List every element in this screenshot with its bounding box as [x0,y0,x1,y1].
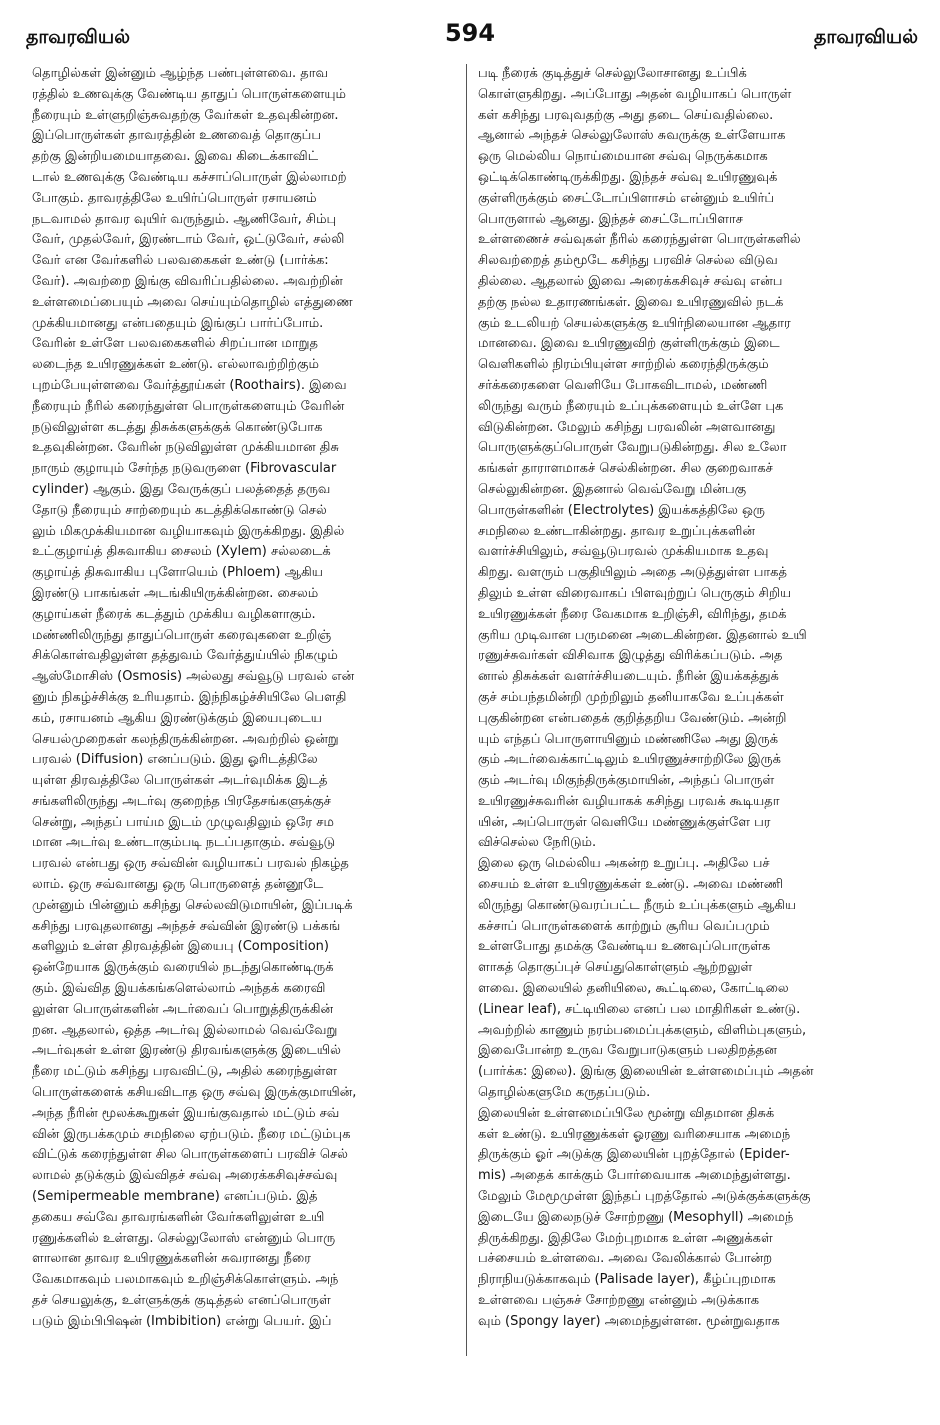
text-line: கங்கள் தாராளமாகச் செல்கின்றன. சில குறைவாகச் [478,461,773,477]
text-line: யுள்ள திரவத்திலே பொருள்கள் அடர்வுமிக்க இடத் [32,773,328,789]
text-line: வளர்ச்சியிலும், சவ்வூடுபரவல் முக்கியமாக உதவு [478,544,769,560]
text-line: இரண்டு பாகங்கள் அடங்கியிருக்கின்றன. சைலம் [32,585,319,601]
text-line: உள்ளவை பஞ்சுச் சோற்றணு என்னும் அடுக்காக [478,1293,760,1309]
text-line: மான அடர்வு உண்டாகும்படி நடப்பதாகும். சவ்வூடு [32,835,336,851]
text-line: னும் நிகழ்ச்சிக்கு உரியதாம். இந்நிகழ்ச்சியிலே பௌதி [32,689,347,705]
text-line: (Semipermeable membrane) எனப்படும். இத் [32,1189,318,1205]
text-line: உயிரணுச்சுவரின் வழியாகக் கசிந்து பரவக் கூடியதா [478,793,780,809]
text-line: கசிந்து பரவுதலானது அந்தச் சவ்வின் இரண்டு பக்கங் [32,918,341,934]
text-line: உள்ளமைப்பையும் அவை செய்யும்தொழில் எத்துணை [32,294,353,310]
text-line: லிருந்து வரும் நீரையும் உப்புக்களையும் உள்ளே புக [478,398,784,414]
text-line: இடையே இலைநடுச் சோற்றணு (Mesophyll) அமைந் [478,1209,794,1225]
text-line: mis) அதைக் காக்கும் போர்வையாக அமைந்துள்ளது. [478,1168,791,1184]
text-line: (பார்க்க: இலை). இங்கு இலையின் உள்ளமைப்பும் அதன் [478,1064,814,1080]
page-number: 594 [444,19,496,47]
text-line: தற்கு இன்றியமையாதவை. இவை கிடைக்காவிட் [32,149,319,165]
text-line: அந்த நீரின் மூலக்கூறுகள் இயங்குவதால் மட்டும் சவ் [32,1105,340,1121]
text-line: தோடு நீரையும் சாற்றையும் கடத்திக்கொண்டு செல் [32,502,327,518]
text-line: உள்ளணைச் சவ்வுகள் நீரில் கரைந்துள்ள பொருள்களில் [478,232,801,248]
text-line: நிராநியடுக்காகவும் (Palisade layer), கீழ்ப்புறமாக [478,1272,776,1288]
text-line: ளாலான தாவர உயிரணுக்களின் சுவரானது நீரை [32,1251,312,1267]
text-line: ஒன்றேயாக இருக்கும் வரையில் நடந்துகொண்டிருக் [32,960,334,976]
text-line: தொழில்களுமே கருதப்படும். [478,1085,651,1101]
text-line: ஒரு மெல்லிய நொய்மையான சவ்வு நெருக்கமாக [478,149,768,165]
text-line: சமநிலை உண்டாகின்றது. தாவர உறுப்புக்களின் [478,523,755,539]
text-line: (Linear leaf), சட்டியிலை எனப் பல மாதிரிகள் உண்டு. [478,1001,801,1017]
text-line: லாம். ஒரு சவ்வானது ஒரு பொருளைத் தன்னூடே [32,877,324,893]
text-line: குச் சம்பந்தமின்றி முற்றிலும் தனியாகவே உப்புக்கள் [478,689,784,705]
text-line: புறம்பேயுள்ளவை வேர்த்தூய்கள் (Roothairs). இவை [32,377,347,393]
text-line: லிருந்து கொண்டுவரப்பட்ட நீரும் உப்புக்களும் ஆகிய [478,897,797,913]
text-line: லும் மிகமுக்கியமான வழியாகவும் இருக்கிறது. இதில் [32,523,345,539]
text-line: உள்ளபோது தமக்கு வேண்டிய உணவுப்பொருள்க [478,939,771,955]
text-line: புகுகின்றன என்பதைக் குறித்தறிய வேண்டும். அன்றி [478,710,787,726]
text-line: கும் அடர்வு மிகுந்திருக்குமாயின், அந்தப் பொருள் [478,773,775,789]
text-line: நடவாமல் தாவர வுயிர் வருந்தும். ஆணிவேர், சிம்பு [32,211,337,227]
text-line: வேர் என வேர்களில் பலவகைகள் உண்டு (பார்க்க: [32,253,329,269]
text-line: இப்பொருள்கள் தாவரத்தின் உணவைத் தொகுப்ப [32,128,322,144]
text-line: சிக்கொள்வதிலுள்ள தத்துவம் வேர்த்துய்யில் நிகழும் [32,648,338,664]
text-line: டால் உணவுக்கு வேண்டிய கச்சாப்பொருள் இல்லாமற் [32,169,347,185]
text-line: கொள்ளுகிறது. அப்போது அதன் வழியாகப் பொருள் [478,86,792,102]
text-line: விடுகின்றன. மேலும் கசிந்து பரவலின் அளவானது [478,419,776,435]
text-line: கும் உடலியற் செயல்களுக்கு உயிர்நிலையான ஆதார [478,315,791,331]
left-text-column [32,64,464,1404]
text-line: குழாய்த் திசுவாகிய புளோயெம் (Phloem) ஆகிய [32,565,323,581]
text-line: திருக்கும் ஓர் அடுக்கு இலையின் புறத்தோல் (Epider- [478,1147,790,1163]
text-line: திருக்கிறது. இதிலே மேற்புறமாக உள்ள அணுக்கள் [478,1230,773,1246]
text-line: வும் (Spongy layer) அமைந்துள்ளன. மூன்றுவதாக [478,1313,780,1329]
text-line: ரத்தில் உணவுக்கு வேண்டிய தாதுப் பொருள்களையும் [32,86,346,102]
text-line: போகும். தாவரத்திலே உயிர்ப்பொருள் ரசாயனம் [32,190,317,206]
text-line: அவற்றில் காணும் நரம்பமைப்புக்களும், விளிம்புகளும், [478,1022,807,1038]
text-line: கும். இவ்வித இயக்கங்களெல்லாம் அந்தக் கரைவி [32,981,326,997]
text-line: பரவல் என்பது ஒரு சவ்வின் வழியாகப் பரவல் நிகழ்த [32,856,349,872]
text-line: வேர், முதல்வேர், இரண்டாம் வேர், ஒட்டுவேர், சல்லி [32,232,345,248]
text-line: தொழில்கள் இன்னும் ஆழ்ந்த பண்புள்ளவை. தாவ [32,66,328,81]
text-line: உதவுகின்றன. வேரின் நடுவிலுள்ள முக்கியமான திசு [32,440,339,456]
text-line: லடைந்த உயிரணுக்கள் உண்டு. எல்லாவற்றிற்கும் [32,357,319,373]
text-line: முக்கியமானது என்பதையும் இங்குப் பார்ப்போம். [32,315,324,331]
text-line: ளாகத் தொகுப்புச் செய்துகொள்ளும் ஆற்றலுள் [478,960,753,976]
text-line: வேகமாகவும் பலமாகவும் உறிஞ்சிக்கொள்ளும். அந் [32,1272,339,1288]
text-line: பொருளால் ஆனது. இந்தச் சைட்டோப்பிளாச [478,211,743,227]
text-line: சர்க்கரைகளை வெளியே போகவிடாமல், மண்ணி [478,377,768,393]
text-line: மானவை. இவை உயிரணுவிற் குள்ளிருக்கும் இடை [478,336,780,352]
text-line: இலையின் உள்ளமைப்பிலே மூன்று விதமான திசுக் [478,1105,775,1121]
text-line: ஒட்டிக்கொண்டிருக்கிறது. இந்தச் சவ்வு உயிரணுவுக் [478,169,778,185]
text-line: ரணுக்களில் உள்ளது. செல்லுலோஸ் என்னும் பொரு [32,1230,336,1246]
running-header-left: தாவரவியல் [26,26,130,48]
text-line: உட்குழாய்த் திசுவாகிய சைலம் (Xylem) சல்லடைக் [32,544,331,560]
text-line: கச்சாப் பொருள்களைக் காற்றும் சூரிய வெப்பமும் [478,918,770,934]
text-line: பரவல் (Diffusion) எனப்படும். இது ஓரிடத்திலே [32,752,318,768]
text-line: லுள்ள பொருள்களின் அடர்வைப் பொறுத்திருக்கின் [32,1001,334,1017]
text-line: சிலவற்றைத் தம்மூடே கசிந்து பரவிச் செல்ல விடுவ [478,253,778,269]
text-line: பொருள்களின் (Electrolytes) இயக்கத்திலே ஒரு [478,502,765,518]
text-line: ஆனால் அந்தச் செல்லுலோஸ் சுவருக்கு உள்ளேயாக [478,128,786,144]
text-line: தில்லை. ஆதலால் இவை அரைக்கசிவுச் சவ்வு என்ப [478,273,783,289]
text-line: கிறது. வளரும் பகுதியிலும் அதை அடுத்துள்ள பாகத் [478,565,787,581]
text-line: யின், அப்பொருள் வெளியே மண்ணுக்குள்ளே பர [478,814,771,830]
text-line: கும் அடர்வைக்காட்டிலும் உயிரணுச்சாற்றிலே இருக் [478,752,781,768]
text-line: னால் திசுக்கள் வளர்ச்சியடையும். நீரின் இயக்கத்துக் [478,669,779,685]
text-line: கள் உண்டு. உயிரணுக்கள் ஓரணு வரிசையாக அமைந் [478,1126,791,1142]
text-line: பொருள்களைக் கசியவிடாத ஒரு சவ்வு இருக்குமாயின், [32,1085,357,1101]
text-line: களிலும் உள்ள திரவத்தின் இயைபு (Composition) [32,939,329,955]
text-line: தற்கு நல்ல உதாரணங்கள். இவை உயிரணுவில் நடக் [478,294,784,310]
text-line: வெளிகளில் நிரம்பியுள்ள சாற்றில் கரைந்திருக்கும் [478,357,769,373]
text-line: வேர்). அவற்றை இங்கு விவரிப்பதில்லை. அவற்றின் [32,273,343,289]
text-line: தகைய சவ்வே தாவரங்களின் வேர்களிலுள்ள உயி [32,1209,325,1225]
text-line: cylinder) ஆகும். இது வேருக்குப் பலத்தைத் தருவ [32,481,331,497]
text-line: தச் செயலுக்கு, உள்ளுக்குக் குடித்தல் எனப்பொருள் [32,1293,331,1309]
text-line: முன்னும் பின்னும் கசிந்து செல்லவிடுமாயின், இப்படிக் [32,897,353,913]
text-line: கம், ரசாயனம் ஆகிய இரண்டுக்கும் இயைபுடைய [32,710,322,726]
text-line: ளவை. இலையில் தனியிலை, கூட்டிலை, கோட்டிலை [478,981,789,997]
text-line: கள் கசிந்து பரவுவதற்கு அது தடை செய்வதில்லை. [478,107,774,123]
text-line: லாமல் தடுக்கும் இவ்விதச் சவ்வு அரைக்கசிவுச்சவ்வு [32,1168,338,1184]
text-line: திலும் உள்ள விரைவாகப் பிளவுற்றுப் பெருகும் சிறிய [478,585,792,601]
text-line: வின் இருபக்கமும் சமநிலை ஏற்படும். நீரை மட்டும்புக [32,1126,351,1142]
text-line: உயிரணுக்கள் நீரை வேகமாக உறிஞ்சி, விரிந்து, தமக் [478,606,787,622]
text-line: யும் எந்தப் பொருளாயினும் மண்ணிலே அது இருக் [478,731,779,747]
text-line: படும் இம்பிபிஷன் (Imbibition) என்று பெயர். இப் [32,1313,332,1329]
text-line: ஆஸ்மோசிஸ் (Osmosis) அல்லது சவ்வூடு பரவல் என் [32,669,355,685]
text-line: சென்று, அந்தப் பாய்ம இடம் முழுவதிலும் ஒரே சம [32,814,334,830]
text-line: விட்டுக் கரைந்துள்ள சில பொருள்களைப் பரவிச் செல் [32,1147,348,1163]
text-line: நாரும் குழாயும் சேர்ந்த நடுவருளை (Fibrovascular [32,461,337,477]
text-line: விச்செல்ல நேரிடும். [478,835,597,851]
running-header-right: தாவரவியல் [814,26,918,48]
text-line: றன. ஆதலால், ஒத்த அடர்வு இல்லாமல் வெவ்வேறு [32,1022,338,1038]
text-line: செயல்முறைகள் கலந்திருக்கின்றன. அவற்றில் ஒன்று [32,731,339,747]
text-line: குழாய்கள் நீரைக் கடத்தும் முக்கிய வழிகளாகும். [32,606,316,622]
text-line: சையம் உள்ள உயிரணுக்கள் உண்டு. அவை மண்ணி [478,877,784,893]
text-line: குள்ளிருக்கும் சைட்டோப்பிளாசம் என்னும் உயிர்ப் [478,190,775,206]
text-line: வேரின் உள்ளே பலவகைகளில் சிறப்பான மாறுத [32,336,319,352]
text-line: படி நீரைக் குடித்துச் செல்லுலோசானது உப்பிக் [478,66,747,81]
text-line: ரணுச்சுவர்கள் விசிவாக இழுத்து விரிக்கப்படும். அத [478,648,783,664]
text-line: சங்களிலிருந்து அடர்வு குறைந்த பிரதேசங்களுக்குச் [32,793,331,809]
text-line: மண்ணிலிருந்து தாதுப்பொருள் கரைவுகளை உறிஞ் [32,627,332,643]
text-line: பொருளுக்குப்பொருள் வேறுபடுகின்றது. சில உலோ [478,440,787,456]
column-divider [466,64,467,1356]
text-line: நீரையும் நீரில் கரைந்துள்ள பொருள்களையும் வேரின் [32,398,345,414]
right-text-column [478,64,910,1404]
text-line: நீரை மட்டும் கசிந்து பரவவிட்டு, அதில் கரைந்துள்ள [32,1064,337,1080]
text-line: இவைபோன்ற உருவ வேறுபாடுகளும் பலதிறத்தன [478,1043,777,1059]
text-line: பச்சையம் உள்ளவை. அவை வேலிக்கால் போன்ற [478,1251,773,1267]
text-line: நீரையும் உள்ளுறிஞ்சுவதற்கு வேர்கள் உதவுகின்றன. [32,107,339,123]
text-line: மேலும் மேமூமுள்ள இந்தப் புறத்தோல் அடுக்குக்களுக்கு [478,1189,811,1205]
text-line: குரிய முடிவான பருமனை அடைகின்றன. இதனால் உயி [478,627,807,643]
text-line: இலை ஒரு மெல்லிய அகன்ற உறுப்பு. அதிலே பச் [478,856,770,872]
text-line: அடர்வுகள் உள்ள இரண்டு திரவங்களுக்கு இடையில் [32,1043,341,1059]
text-line: நடுவிலுள்ள கடத்து திசுக்களுக்குக் கொண்டுபோக [32,419,323,435]
text-line: செல்லுகின்றன. இதனால் வெவ்வேறு மின்பகு [478,481,747,497]
